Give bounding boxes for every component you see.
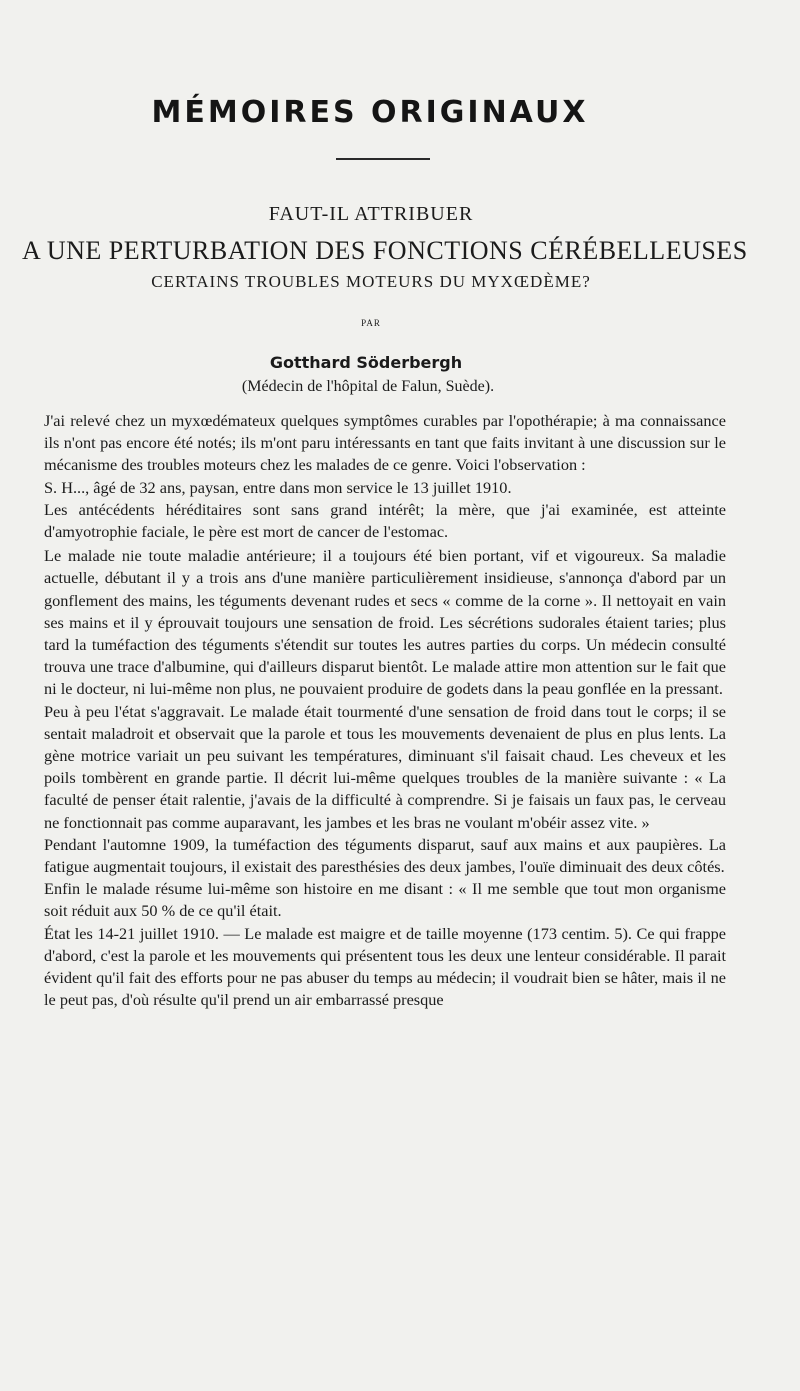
paragraph-intro: J'ai relevé chez un myxœdémateux quelques symptômes curables par l'opothérapie; à ma connaissance ils n'ont pas encore été notés; ils m'ont paru intéressants en tant que faits invitant à une discussion sur le mécanisme des troubles moteurs chez les malades de ce genre. Voici l'observation :: [44, 411, 726, 475]
paragraph-summary: Enfin le malade résume lui-même son histoire en me disant : « Il me semble que tout mon organisme soit réduit aux 50 % de ce qu'il était.: [44, 879, 726, 921]
author-affiliation: (Médecin de l'hôpital de Falun, Suède).: [241, 378, 495, 395]
section-heading: MÉMOIRES ORIGINAUX: [151, 95, 589, 130]
by-label: PAR: [361, 318, 381, 328]
paragraph-state: État les 14-21 juillet 1910. — Le malade est maigre et de taille moyenne (173 centim. 5). Ce qui frappe d'abord, c'est la parole et les mouvements qui présentent tous les deux une lenteur considérable. Il parait évident qu'il fait des efforts pour ne pas abuser du temps au médecin; il voudrait bien se hâter, mais il ne le peut pas, d'où résulte qu'il prend un air embarrassé presque: [44, 923, 726, 1010]
paragraph-antecedents: Les antécédents héréditaires sont sans grand intérêt; la mère, que j'ai examinée, est atteinte d'amyotrophie faciale, le père est mort de cancer de l'estomac.: [44, 499, 726, 542]
paragraph-patient: S. H..., âgé de 32 ans, paysan, entre dans mon service le 13 juillet 1910.: [44, 477, 512, 497]
paragraph-history: Le malade nie toute maladie antérieure; il a toujours été bien portant, vif et vigoureux. Sa maladie actuelle, débutant il y a trois ans d'une manière particulièrement insidieuse, s'annonça d'abord par un gonflement des mains, les téguments devenant rudes et secs « comme de la corne ». Il nettoyait en vain ses mains et il y éprouvait toujours une sensation de froid. Les sécrétions sudorales étaient taries; plus tard la tuméfaction des téguments s'étendit sur toutes les autres parties du corps. Un médecin consulté trouva une trace d'albumine, qui d'ailleurs disparut bientôt. Le malade attire mon attention sur le fait que ni le docteur, ni lui-même non plus, ne pouvaient produire de godets dans la peau gonflée en la pressant.: [44, 546, 726, 699]
paragraph-progression: Peu à peu l'état s'aggravait. Le malade était tourmenté d'une sensation de froid dans tout le corps; il se sentait maladroit et observait que la parole et tous les mouvements devenaient de plus en plus lents. La gène motrice variait un peu suivant les températures, diminuant s'il faisait chaud. Les cheveux et les poils tombèrent en grande partie. Il décrit lui-même quelques troubles de la manière suivante : « La faculté de penser était ralentie, j'avais de la difficulté à comprendre. Si je faisais un faux pas, le cerveau ne fonctionnait pas comme auparavant, les jambes et les bras ne voulant m'obéir assez vite. »: [44, 701, 726, 832]
article-title-line-2: A UNE PERTURBATION DES FONCTIONS CÉRÉBELLEUSES: [22, 236, 748, 265]
article-body: [44, 410, 726, 1011]
paragraph-autumn: Pendant l'automne 1909, la tuméfaction des téguments disparut, sauf aux mains et aux paupières. La fatigue augmentait toujours, il existait des paresthésies des deux jambes, l'ouïe diminuait des deux côtés.: [44, 834, 726, 877]
heading-rule: [336, 158, 430, 160]
author-name: Gotthard Söderbergh: [269, 353, 463, 372]
article-title-line-1: FAUT-IL ATTRIBUER: [268, 203, 474, 225]
article-title-line-3: CERTAINS TROUBLES MOTEURS DU MYXŒDÈME?: [151, 272, 591, 291]
